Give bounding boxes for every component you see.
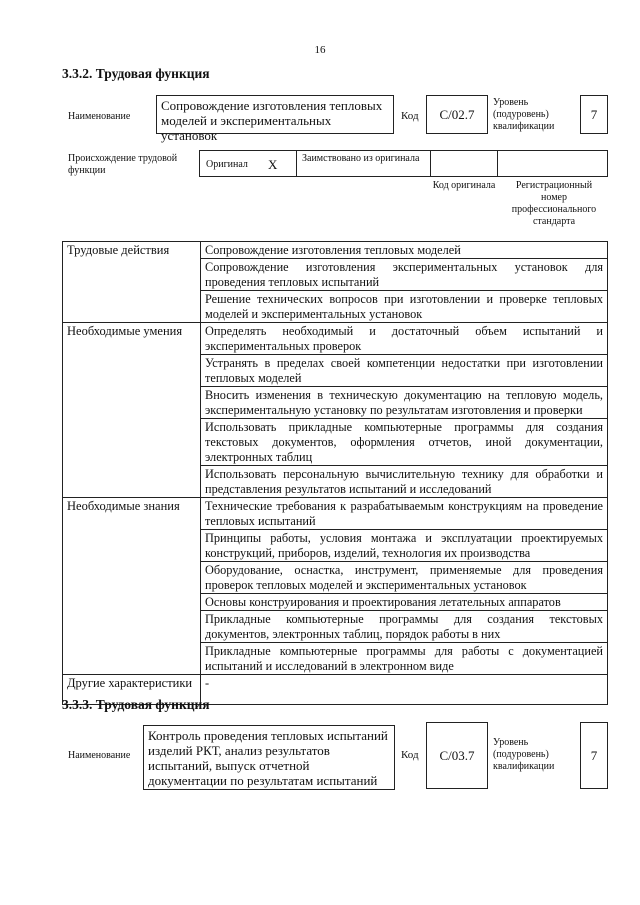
level-label-2: Уровень (подуровень) квалификации <box>493 737 555 772</box>
table-cell: Устранять в пределах своей компетенции недостатки при изготовлении тепловых моделей <box>201 355 608 387</box>
section-heading-332: 3.3.2. Трудовая функция <box>62 66 210 81</box>
table-row <box>63 242 608 259</box>
table-cell: Вносить изменения в техническую документацию на тепловую модель, экспериментальную установку по результатам изготовления и проверки <box>201 387 608 419</box>
level-value: 7 <box>590 107 598 122</box>
level-value-2: 7 <box>590 748 598 763</box>
original-label: Оригинал <box>206 159 248 170</box>
function-name-box-2 <box>143 725 395 790</box>
table-cell: Прикладные компьютерные программы для работы с документацией испытаний и исследований в электронном виде <box>201 643 608 675</box>
original-cell <box>199 150 297 177</box>
row-label-other: Другие характеристики <box>63 675 201 705</box>
table-cell: - <box>201 675 608 705</box>
page-number: 16 <box>314 44 326 56</box>
origin-code-caption: Код оригинала <box>432 180 496 191</box>
original-mark: X <box>268 157 278 172</box>
function-name-value-2: Контроль проведения тепловых испытаний изделий РКТ, анализ результатов испытаний, выпуск отчетной документации по результатам испытаний <box>148 728 388 788</box>
table-cell: Использовать персональную вычислительную технику для обработки и представления результатов испытаний и исследований <box>201 466 608 498</box>
origin-reg-cell <box>497 150 608 177</box>
level-box-2 <box>580 722 608 789</box>
borrowed-label: Заимствовано из оригинала <box>302 153 420 164</box>
code-box <box>426 95 488 134</box>
name-label: Наименование <box>68 111 131 122</box>
level-label: Уровень (подуровень) квалификации <box>493 97 555 132</box>
code-box-2 <box>426 722 488 789</box>
row-label-knowledge: Необходимые знания <box>63 498 201 675</box>
row-label-skills: Необходимые умения <box>63 323 201 498</box>
code-label: Код <box>401 110 419 122</box>
table-cell: Основы конструирования и проектирования летательных аппаратов <box>201 594 608 611</box>
function-name-box <box>156 95 394 143</box>
name-label-2: Наименование <box>68 750 131 761</box>
table-cell: Прикладные компьютерные программы для создания текстовых документов, электронных таблиц, порядок работы в них <box>201 611 608 643</box>
origin-code-cell <box>430 150 498 177</box>
table-cell: Сопровождение изготовления экспериментальных установок для проведения тепловых испытаний <box>201 259 608 291</box>
function-name-value: Сопровождение изготовления тепловых моделей и экспериментальных установок <box>161 98 383 143</box>
table-row <box>63 498 608 530</box>
table-cell: Сопровождение изготовления тепловых моделей <box>201 242 608 259</box>
code-value: С/02.7 <box>439 107 475 122</box>
function-details-table <box>62 241 608 705</box>
table-row <box>63 323 608 355</box>
level-box <box>580 95 608 134</box>
table-cell: Решение технических вопросов при изготовлении и проверке тепловых моделей и экспериментальных установок <box>201 291 608 323</box>
table-cell: Принципы работы, условия монтажа и эксплуатации проектируемых конструкций, приборов, изделий, технология их производства <box>201 530 608 562</box>
origin-reg-caption: Регистрационный номер профессионального стандарта <box>511 180 597 227</box>
borrowed-cell <box>296 150 431 177</box>
table-cell: Оборудование, оснастка, инструмент, применяемые для проведения проверок тепловых моделей и экспериментальных установок <box>201 562 608 594</box>
origin-label: Происхождение трудовой функции <box>68 153 178 176</box>
row-label-actions: Трудовые действия <box>63 242 201 323</box>
table-cell: Использовать прикладные компьютерные программы для создания текстовых документов, оформления отчетов, иной документации, электронных таблиц <box>201 419 608 466</box>
section-heading-333: 3.3.3. Трудовая функция <box>62 697 210 712</box>
code-value-2: С/03.7 <box>439 748 475 763</box>
code-label-2: Код <box>401 749 419 761</box>
table-cell: Определять необходимый и достаточный объем испытаний и экспериментальных проверок <box>201 323 608 355</box>
table-cell: Технические требования к разрабатываемым конструкциям на проведение тепловых испытаний <box>201 498 608 530</box>
